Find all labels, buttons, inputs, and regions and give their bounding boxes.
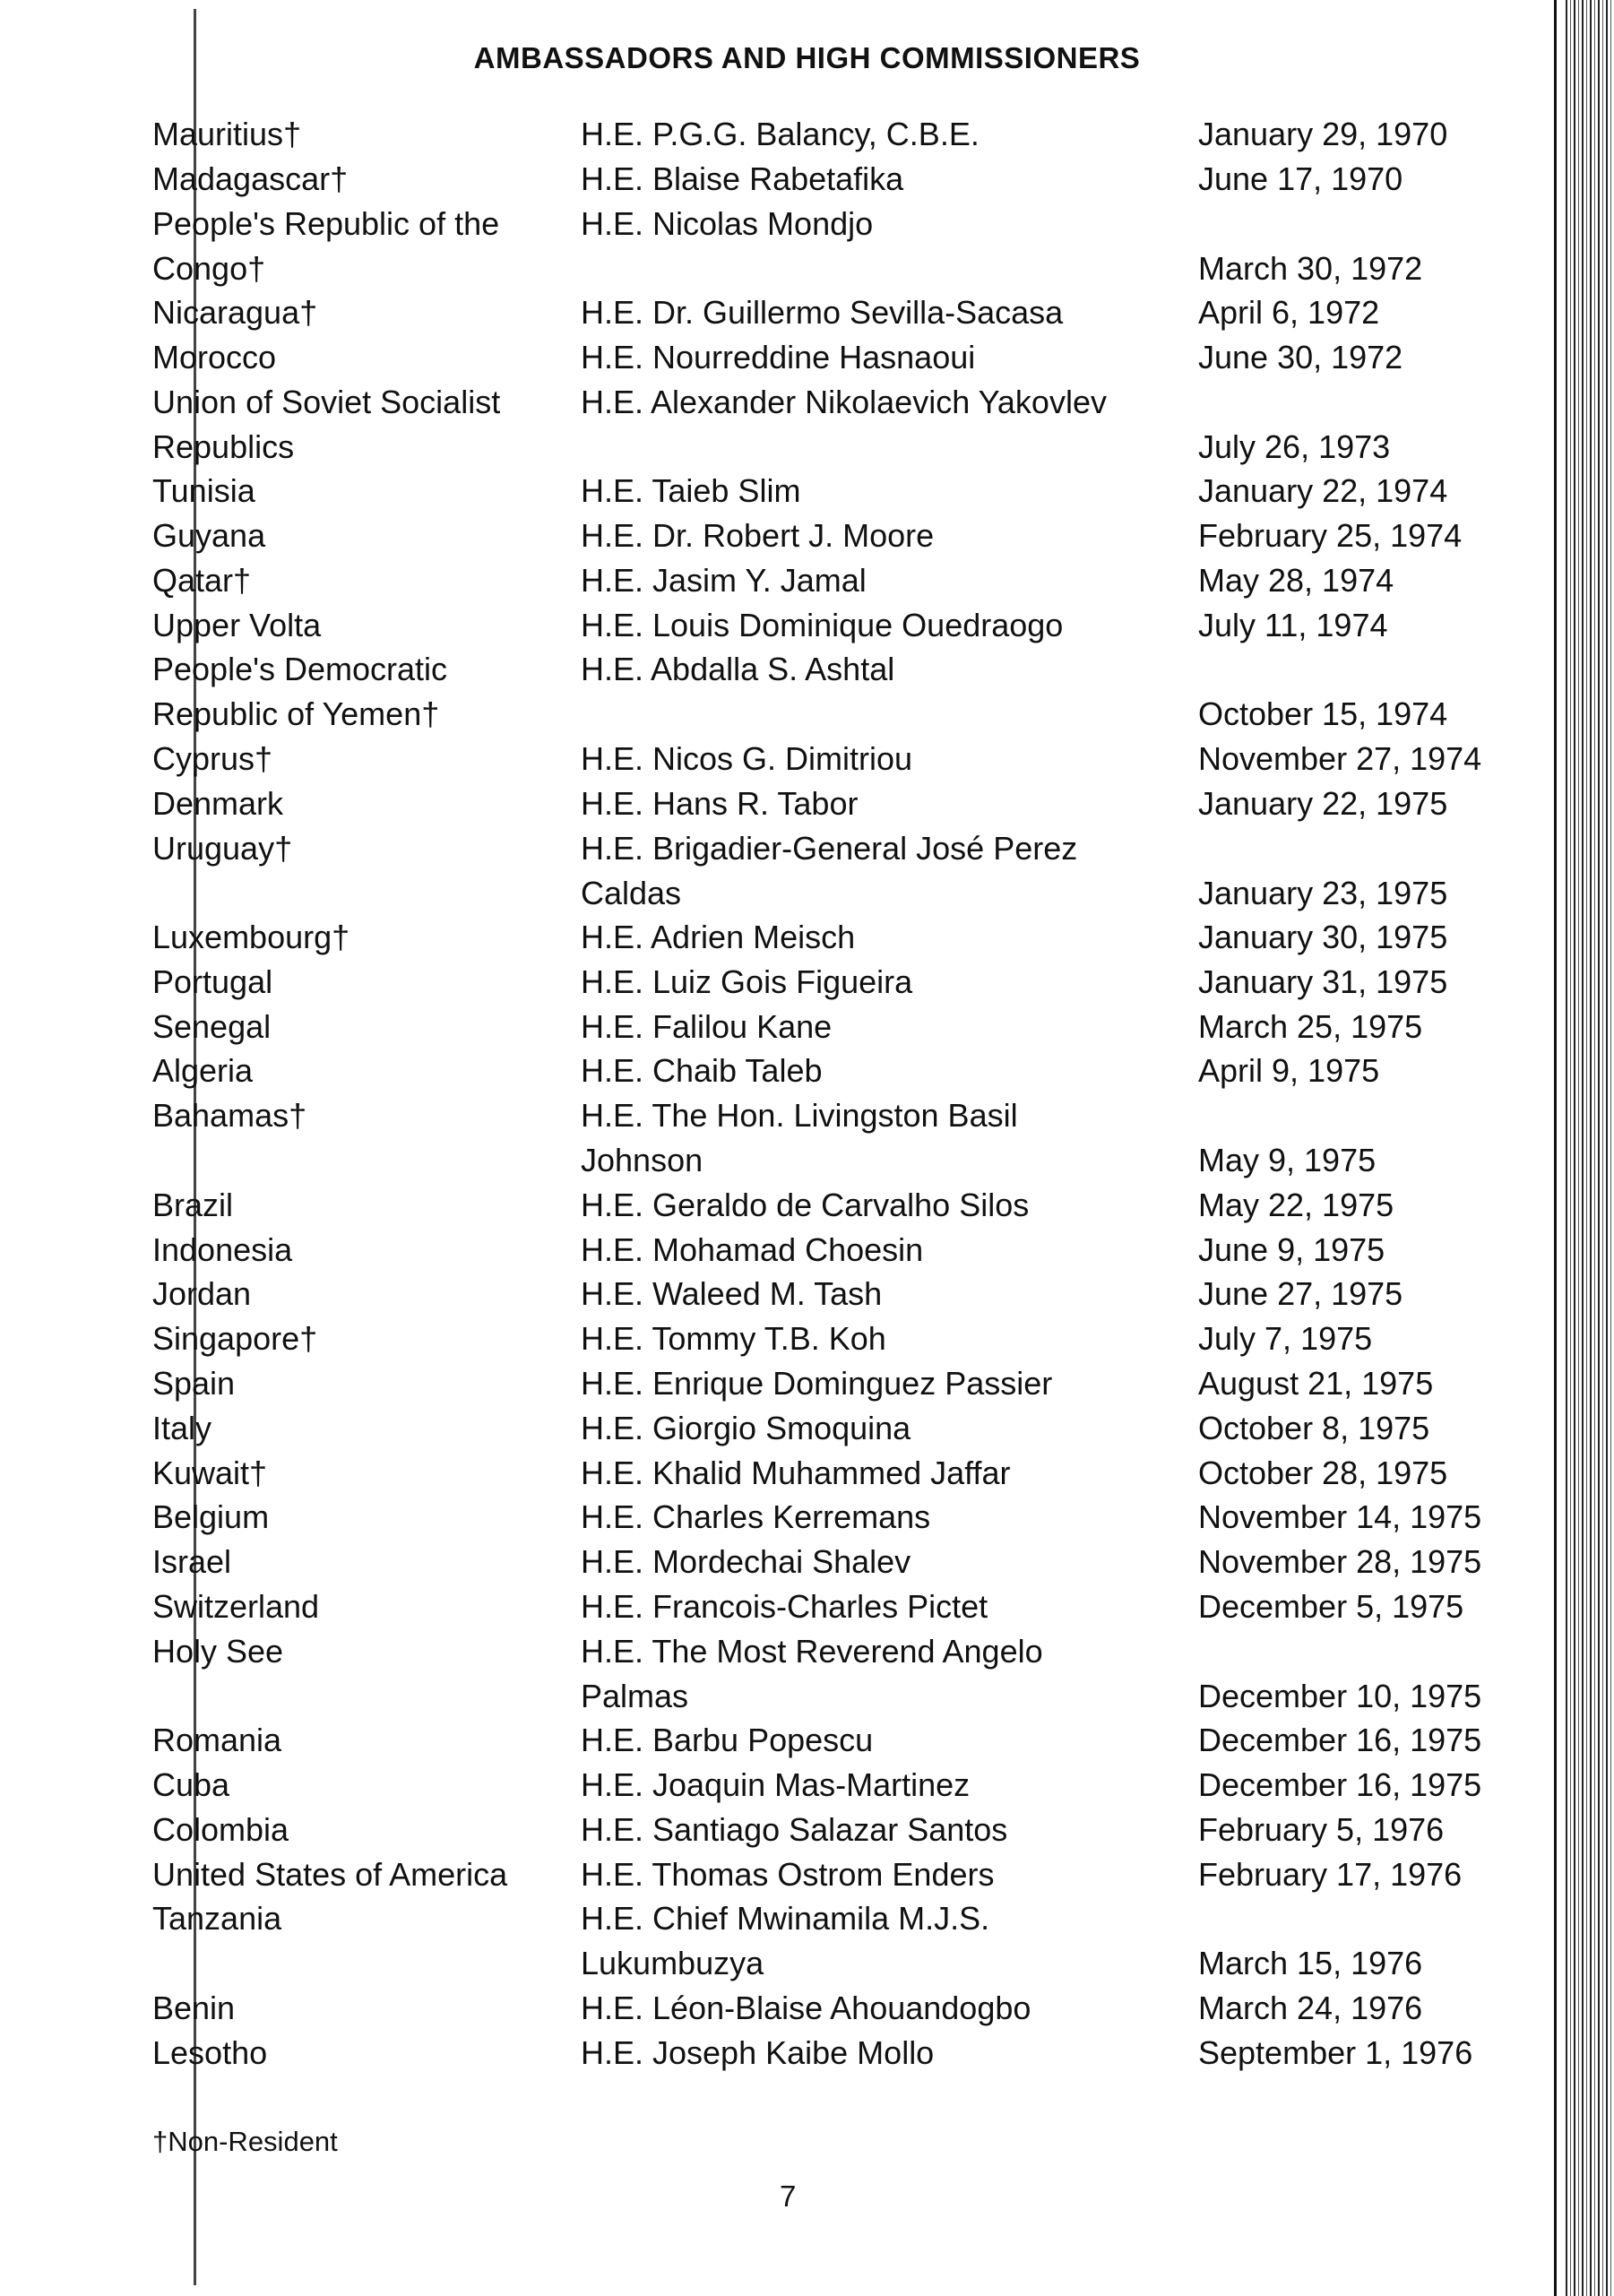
country-name: Kuwait† xyxy=(152,1454,268,1491)
country-name: Nicaragua† xyxy=(152,294,318,332)
country-name: Bahamas† xyxy=(152,1097,307,1135)
ambassador-name: H.E. Brigadier-General José Perez Caldas xyxy=(581,829,1078,911)
country-name: Union of Soviet Socialist Republics xyxy=(152,383,501,465)
country-name: People's Republic of the Congo† xyxy=(152,204,500,287)
list-item xyxy=(0,737,1614,780)
country-name: United States of America xyxy=(152,1855,508,1893)
list-item xyxy=(0,1540,1614,1583)
country-name: Guyana xyxy=(152,517,266,554)
country-name: Brazil xyxy=(152,1186,234,1223)
appointment-date: December 16, 1975 xyxy=(1198,1722,1482,1759)
appointment-date: December 16, 1975 xyxy=(1198,1766,1482,1803)
appointment-date: January 22, 1975 xyxy=(1198,784,1448,822)
ambassador-name: H.E. Blaise Rabetafika xyxy=(581,160,904,197)
country-name: Luxembourg† xyxy=(152,919,350,955)
appointment-date: September 1, 1976 xyxy=(1198,2033,1473,2071)
appointment-date: February 5, 1976 xyxy=(1198,1810,1445,1848)
footnote: †Non-Resident xyxy=(152,2126,338,2157)
country-name: Senegal xyxy=(152,1007,272,1045)
list-item xyxy=(0,469,1614,512)
ambassador-name: H.E. Jasim Y. Jamal xyxy=(581,561,867,599)
appointment-date: December 5, 1975 xyxy=(1198,1587,1464,1625)
country-name: Denmark xyxy=(152,784,284,822)
ambassador-name: H.E. Mohamad Choesin xyxy=(581,1230,924,1268)
appointment-date: May 22, 1975 xyxy=(1198,1186,1394,1223)
appointment-date: June 30, 1972 xyxy=(1198,338,1403,375)
appointment-date: May 28, 1974 xyxy=(1198,561,1394,599)
ambassador-name: H.E. Joaquin Mas-Martinez xyxy=(581,1766,971,1803)
appointment-date: May 9, 1975 xyxy=(1198,1142,1377,1179)
list-item xyxy=(0,1005,1614,1048)
ambassador-name: H.E. Hans R. Tabor xyxy=(581,784,859,822)
ambassador-name: H.E. Abdalla S. Ashtal xyxy=(581,651,895,688)
appointment-date: March 15, 1976 xyxy=(1198,1945,1423,1982)
page-number: 7 xyxy=(780,2179,797,2213)
list-item xyxy=(0,1629,1614,1717)
appointment-date: July 26, 1973 xyxy=(1198,427,1391,465)
ambassador-name: H.E. Adrien Meisch xyxy=(581,919,856,955)
list-item xyxy=(0,1361,1614,1404)
appointment-date: January 30, 1975 xyxy=(1198,919,1448,955)
appointment-date: November 27, 1974 xyxy=(1198,739,1482,777)
country-name: Jordan xyxy=(152,1275,252,1313)
country-name: People's Democratic Republic of Yemen† xyxy=(152,651,448,733)
country-name: Morocco xyxy=(152,338,277,375)
ambassador-name: H.E. Chaib Taleb xyxy=(581,1052,823,1090)
list-item xyxy=(0,1763,1614,1806)
ambassador-name: H.E. Dr. Robert J. Moore xyxy=(581,517,935,554)
country-name: Lesotho xyxy=(152,2033,268,2071)
list-item xyxy=(0,1049,1614,1092)
ambassador-name: H.E. Khalid Muhammed Jaffar xyxy=(581,1454,1011,1491)
appointment-date: November 14, 1975 xyxy=(1198,1498,1482,1536)
list-item xyxy=(0,1451,1614,1494)
country-name: Mauritius† xyxy=(152,116,302,152)
list-item xyxy=(0,1183,1614,1226)
list-item xyxy=(0,1896,1614,1984)
ambassador-name: H.E. Chief Mwinamila M.J.S. Lukumbuzya xyxy=(581,1900,990,1982)
list-item xyxy=(0,1808,1614,1851)
country-name: Switzerland xyxy=(152,1587,320,1625)
country-name: Upper Volta xyxy=(152,606,322,643)
list-item xyxy=(0,380,1614,468)
ambassador-name: H.E. The Most Reverend Angelo Palmas xyxy=(581,1632,1043,1714)
appointment-date: June 27, 1975 xyxy=(1198,1275,1403,1313)
country-name: Cuba xyxy=(152,1766,230,1803)
list-item xyxy=(0,2031,1614,2074)
country-name: Benin xyxy=(152,1989,236,2026)
list-item xyxy=(0,290,1614,333)
country-name: Colombia xyxy=(152,1810,289,1848)
country-name: Romania xyxy=(152,1722,282,1759)
country-name: Madagascar† xyxy=(152,160,349,197)
list-item xyxy=(0,157,1614,200)
ambassador-name: H.E. Barbu Popescu xyxy=(581,1722,874,1759)
list-item xyxy=(0,202,1614,289)
list-item xyxy=(0,1406,1614,1449)
list-item xyxy=(0,1272,1614,1315)
list-item xyxy=(0,1584,1614,1627)
appointment-date: January 31, 1975 xyxy=(1198,962,1448,1000)
appointment-date: November 28, 1975 xyxy=(1198,1543,1482,1581)
ambassador-name: H.E. Santiago Salazar Santos xyxy=(581,1810,1008,1848)
appointment-date: October 28, 1975 xyxy=(1198,1454,1448,1491)
ambassador-name: H.E. Louis Dominique Ouedraogo xyxy=(581,606,1064,643)
country-name: Cyprus† xyxy=(152,739,273,777)
list-item xyxy=(0,781,1614,824)
country-name: Spain xyxy=(152,1364,236,1402)
appointment-date: January 23, 1975 xyxy=(1198,874,1448,911)
ambassador-name: H.E. Joseph Kaibe Mollo xyxy=(581,2033,935,2071)
list-item xyxy=(0,112,1614,155)
list-item xyxy=(0,514,1614,557)
ambassador-name: H.E. Alexander Nikolaevich Yakovlev xyxy=(581,383,1107,420)
ambassador-name: H.E. Waleed M. Tash xyxy=(581,1275,883,1313)
appointment-date: April 6, 1972 xyxy=(1198,294,1380,332)
ambassador-name: H.E. Charles Kerremans xyxy=(581,1498,931,1536)
list-item xyxy=(0,558,1614,601)
country-name: Qatar† xyxy=(152,561,252,599)
appointment-date: October 8, 1975 xyxy=(1198,1409,1430,1446)
country-name: Israel xyxy=(152,1543,232,1581)
ambassador-name: H.E. The Hon. Livingston Basil Johnson xyxy=(581,1097,1018,1179)
list-item xyxy=(0,826,1614,914)
appointment-date: July 11, 1974 xyxy=(1198,606,1388,643)
ambassador-name: H.E. Nicolas Mondjo xyxy=(581,204,874,242)
country-name: Tunisia xyxy=(152,472,255,510)
country-name: Holy See xyxy=(152,1632,284,1670)
country-name: Belgium xyxy=(152,1498,270,1536)
ambassador-name: H.E. Taieb Slim xyxy=(581,472,801,510)
appointment-date: January 22, 1974 xyxy=(1198,472,1448,510)
list-item xyxy=(0,1986,1614,2029)
appointment-date: July 7, 1975 xyxy=(1198,1320,1373,1358)
appointment-date: December 10, 1975 xyxy=(1198,1677,1482,1714)
list-item xyxy=(0,1228,1614,1271)
list-item xyxy=(0,960,1614,1003)
ambassador-name: H.E. Tommy T.B. Koh xyxy=(581,1320,886,1358)
list-item xyxy=(0,1852,1614,1895)
ambassador-name: H.E. Nicos G. Dimitriou xyxy=(581,739,913,777)
ambassador-name: H.E. Nourreddine Hasnaoui xyxy=(581,338,976,375)
page-title: AMBASSADORS AND HIGH COMMISSIONERS xyxy=(473,41,1141,74)
list-item xyxy=(0,1093,1614,1181)
list-item xyxy=(0,335,1614,378)
appointment-date: January 29, 1970 xyxy=(1198,116,1448,152)
appointment-date: February 25, 1974 xyxy=(1198,517,1463,554)
appointment-date: April 9, 1975 xyxy=(1198,1052,1380,1090)
ambassador-name: H.E. Dr. Guillermo Sevilla-Sacasa xyxy=(581,294,1064,332)
ambassador-name: H.E. Enrique Dominguez Passier xyxy=(581,1364,1053,1402)
ambassador-name: H.E. Léon-Blaise Ahouandogbo xyxy=(581,1989,1031,2026)
list-item xyxy=(0,1316,1614,1359)
country-name: Italy xyxy=(152,1409,212,1446)
appointment-date: March 24, 1976 xyxy=(1198,1989,1423,2026)
appointment-date: March 30, 1972 xyxy=(1198,249,1423,287)
country-name: Uruguay† xyxy=(152,829,293,867)
ambassador-name: H.E. P.G.G. Balancy, C.B.E. xyxy=(581,116,980,152)
ambassador-name: H.E. Falilou Kane xyxy=(581,1007,833,1045)
appointment-date: August 21, 1975 xyxy=(1198,1364,1434,1402)
ambassador-name: H.E. Luiz Gois Figueira xyxy=(581,962,913,1000)
list-item xyxy=(0,1495,1614,1538)
appointment-date: June 17, 1970 xyxy=(1198,160,1403,197)
country-name: Tanzania xyxy=(152,1900,282,1938)
list-item xyxy=(0,603,1614,646)
appointment-date: June 9, 1975 xyxy=(1198,1230,1385,1268)
list-item xyxy=(0,915,1614,958)
ambassador-name: H.E. Geraldo de Carvalho Silos xyxy=(581,1186,1030,1223)
country-name: Singapore† xyxy=(152,1320,318,1358)
country-name: Algeria xyxy=(152,1052,254,1090)
list-item xyxy=(0,647,1614,735)
country-name: Portugal xyxy=(152,962,273,1000)
ambassador-name: H.E. Thomas Ostrom Enders xyxy=(581,1855,995,1893)
list-item xyxy=(0,1718,1614,1761)
appointment-date: February 17, 1976 xyxy=(1198,1855,1463,1893)
ambassador-name: H.E. Mordechai Shalev xyxy=(581,1543,911,1581)
ambassador-name: H.E. Francois-Charles Pictet xyxy=(581,1587,988,1625)
country-name: Indonesia xyxy=(152,1230,293,1268)
ambassador-name: H.E. Giorgio Smoquina xyxy=(581,1409,911,1446)
appointment-date: March 25, 1975 xyxy=(1198,1007,1423,1045)
appointment-date: October 15, 1974 xyxy=(1198,695,1448,733)
